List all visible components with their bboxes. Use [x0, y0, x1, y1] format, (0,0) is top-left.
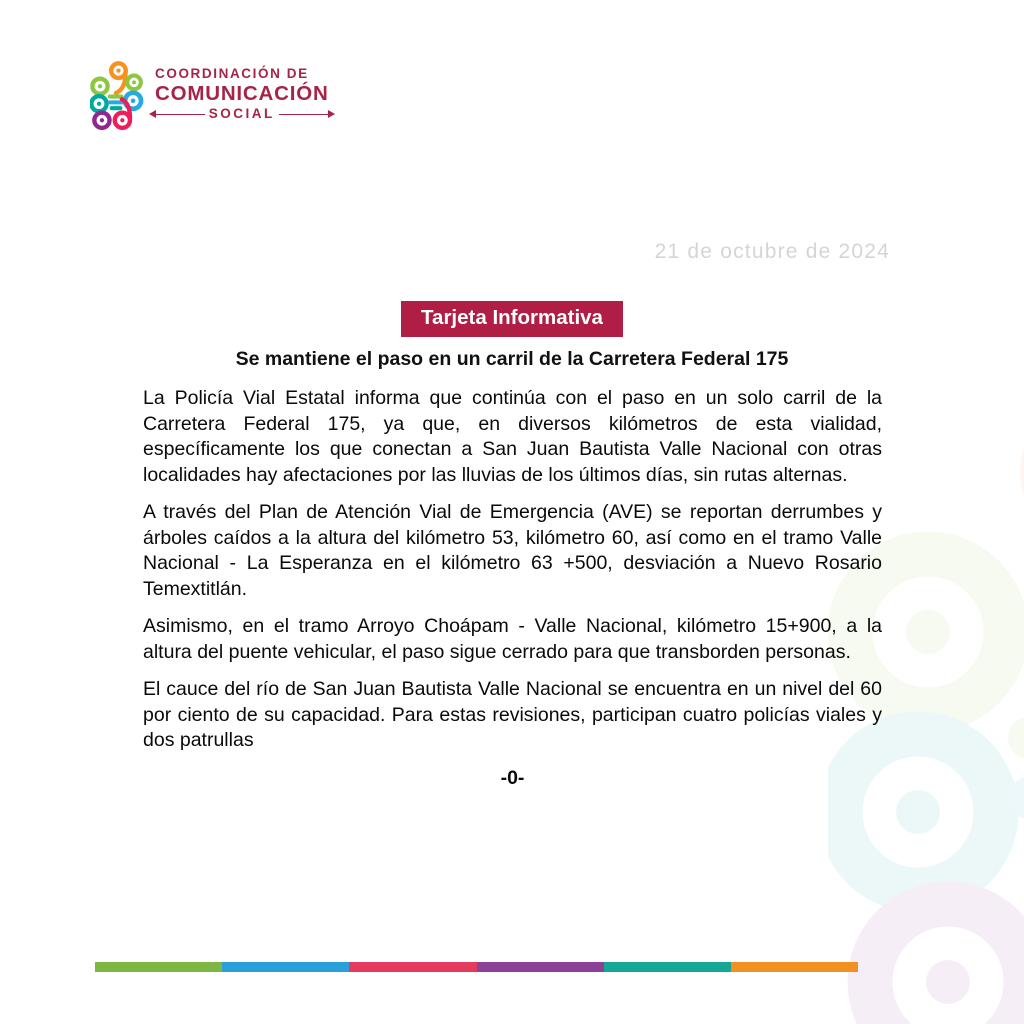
logo-line-comunicacion: COMUNICACIÓN	[155, 81, 329, 105]
document-date: 21 de octubre de 2024	[654, 240, 890, 263]
logo-social-label: SOCIAL	[208, 106, 275, 122]
stripe-segment	[477, 962, 604, 972]
body-text	[143, 386, 882, 803]
banner-tarjeta-informativa: Tarjeta Informativa	[401, 301, 623, 337]
banner-row	[0, 301, 1024, 337]
logo-line-social	[155, 107, 329, 121]
end-mark: -0-	[500, 766, 525, 789]
paragraph-1: La Policía Vial Estatal informa que continúa con el paso en un solo carril de la Carretera Federal 175, ya que, en diversos kilómetros de esta vialidad, específicamente los que conectan a San Juan Bautista Valle Nacional con otras localidades hay afectaciones por las lluvias de los últimos días, sin rutas alternas.	[143, 387, 882, 486]
right-arrow-icon	[279, 114, 329, 116]
stripe-segment	[604, 962, 731, 972]
left-arrow-icon	[155, 114, 205, 116]
footer-color-stripe	[95, 962, 858, 972]
paragraph-3: Asimismo, en el tramo Arroyo Choápam - Valle Nacional, kilómetro 15+900, a la altura del puente vehicular, el paso sigue cerrado para que transborden personas.	[143, 615, 882, 663]
logo	[90, 58, 329, 130]
stripe-segment	[349, 962, 476, 972]
logo-line-coordinacion: COORDINACIÓN DE	[155, 65, 309, 81]
stripe-segment	[95, 962, 222, 972]
stripe-segment	[222, 962, 349, 972]
paragraph-4: El cauce del río de San Juan Bautista Valle Nacional se encuentra en un nivel del 60 por ciento de su capacidad. Para estas revisiones, participan cuatro policías viales y dos patrullas	[143, 678, 882, 751]
paragraph-2: A través del Plan de Atención Vial de Emergencia (AVE) se reportan derrumbes y árboles caídos a la altura del kilómetro 53, kilómetro 60, así como en el tramo Valle Nacional - La Esperanza en el kilómetro 63 +500, desviación a Nuevo Rosario Temextitlán.	[143, 501, 882, 600]
headline: Se mantiene el paso en un carril de la Carretera Federal 175	[235, 348, 789, 370]
logo-pinwheel-icon	[90, 58, 145, 130]
logo-wordmark	[155, 67, 329, 122]
stripe-segment	[731, 962, 858, 972]
